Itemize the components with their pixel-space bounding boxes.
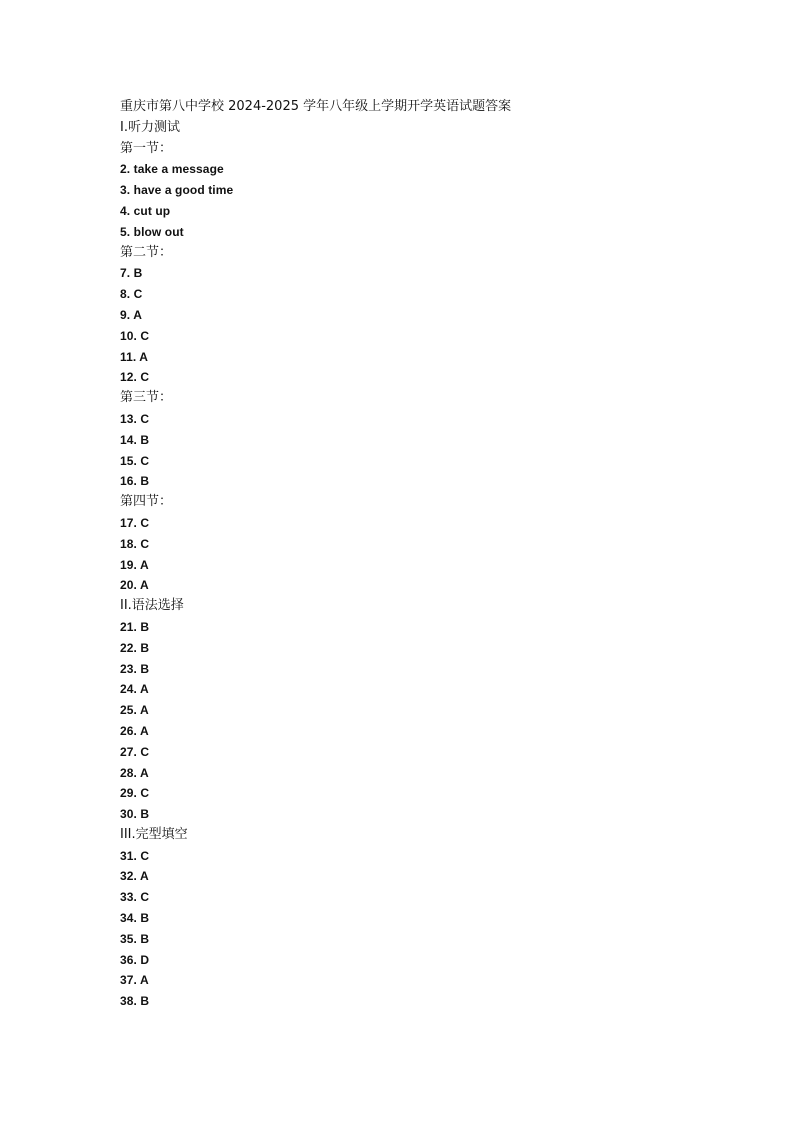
- answer-line: 28. A: [120, 765, 149, 780]
- section-heading: I.听力测试: [120, 119, 180, 135]
- answer-line: 25. A: [120, 703, 149, 718]
- answer-line: 11. A: [120, 349, 149, 364]
- answer-line: 34. B: [120, 911, 150, 926]
- section-heading: 第三节：: [120, 390, 173, 406]
- answer-line: 5. blow out: [120, 224, 184, 239]
- answer-line: 37. A: [120, 973, 149, 988]
- answer-line: 3. have a good time: [120, 183, 234, 198]
- answer-line: 36. D: [120, 952, 150, 967]
- answer-line: 9. A: [120, 307, 142, 322]
- answer-line: 18. C: [120, 536, 150, 551]
- answer-line: 10. C: [120, 328, 150, 343]
- answer-line: 14. B: [120, 432, 150, 447]
- answer-line: 15. C: [120, 453, 150, 468]
- answer-line: 32. A: [120, 869, 149, 884]
- answer-line: 8. C: [120, 287, 143, 302]
- answer-line: 31. C: [120, 848, 150, 863]
- answer-line: 30. B: [120, 807, 150, 822]
- answer-line: 35. B: [120, 931, 150, 946]
- answer-line: 7. B: [120, 266, 143, 281]
- section-heading: 第四节：: [120, 494, 173, 510]
- answer-line: 22. B: [120, 640, 150, 655]
- answer-line: 16. B: [120, 474, 150, 489]
- answer-line: 27. C: [120, 744, 150, 759]
- answer-line: 12. C: [120, 370, 150, 385]
- answer-line: 26. A: [120, 723, 149, 738]
- section-heading: 第二节：: [120, 244, 173, 260]
- answer-line: 2. take a message: [120, 162, 224, 177]
- answer-line: 17. C: [120, 515, 150, 530]
- answer-line: 20. A: [120, 578, 149, 593]
- section-heading: III.完型填空: [120, 826, 188, 842]
- answer-line: 33. C: [120, 890, 150, 905]
- answer-line: 29. C: [120, 786, 150, 801]
- answer-line: 38. B: [120, 994, 150, 1009]
- answer-line: 23. B: [120, 661, 150, 676]
- section-heading: 第一节：: [120, 140, 173, 156]
- answer-line: 21. B: [120, 619, 150, 634]
- answer-list: [120, 118, 760, 1012]
- answer-line: 24. A: [120, 682, 149, 697]
- answer-line: 19. A: [120, 557, 149, 572]
- section-heading: II.语法选择: [120, 598, 184, 614]
- answer-line: 13. C: [120, 411, 150, 426]
- document-page: [120, 97, 760, 1012]
- document-title: 重庆市第八中学校 2024-2025 学年八年级上学期开学英语试题答案: [120, 99, 512, 114]
- answer-line: 4. cut up: [120, 203, 171, 218]
